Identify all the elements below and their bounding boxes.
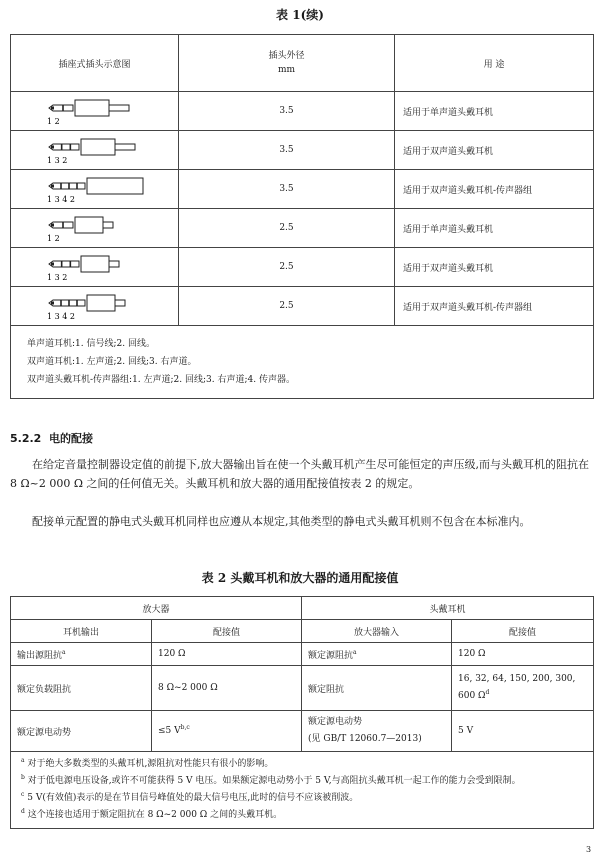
plug-usage-cell: 适用于双声道头戴耳机	[395, 248, 594, 287]
cell-rated-impedance: 额定阻抗	[302, 666, 452, 711]
footnote-b: $^b$ 对于低电源电压设备,或许不可能获得 5 V 电压。如果额定源电动势小于 5 V,与高阻抗头戴耳机一起工作的能力会受到限制。	[21, 774, 521, 786]
plug-diagram-cell	[11, 248, 179, 287]
plug-diagram-icon	[35, 212, 155, 244]
plug-pin-labels: 1 3 2	[46, 156, 67, 165]
matching-table	[10, 596, 594, 829]
plug-diagram-cell	[11, 92, 179, 131]
footnote-c: $^c$ 5 V(有效值)表示的是在节目信号峰值处的最大信号电压,此时的信号不应该被削波。	[21, 791, 359, 803]
col-input: 放大器输入	[302, 620, 452, 643]
plug-pin-labels: 1 2	[46, 117, 60, 126]
group-amplifier: 放大器	[11, 597, 302, 620]
plug-diagram-cell	[11, 131, 179, 170]
note-stereo: 双声道耳机:1. 左声道;2. 回线;3. 右声道。	[27, 357, 197, 367]
cell-output-impedance-value: 120 Ω	[152, 643, 302, 666]
plug-diameter-cell: 2.5	[179, 287, 395, 326]
table1-notes	[11, 326, 594, 399]
plug-diagram-icon	[35, 251, 155, 283]
plug-pin-labels: 1 3 4 2	[46, 195, 75, 204]
plug-diagram-cell	[11, 287, 179, 326]
plug-usage-cell: 适用于单声道头戴耳机	[395, 92, 594, 131]
col-output: 耳机输出	[11, 620, 152, 643]
table1-title: 表 1(续)	[276, 8, 324, 22]
cell-output-impedance: 输出源阻抗$^a$	[11, 643, 152, 666]
table2-title: 表 2 头戴耳机和放大器的通用配接值	[201, 571, 399, 585]
plug-pin-labels: 1 3 4 2	[46, 312, 75, 321]
cell-rated-source-emf: 额定源电动势	[11, 711, 152, 752]
col-value-phone: 配接值	[452, 620, 594, 643]
footnote-a: $^a$ 对于绝大多数类型的头戴耳机,源阻抗对性能只有很小的影响。	[21, 757, 274, 769]
header-diameter-label: 插头外径	[268, 51, 305, 61]
plug-usage-cell: 适用于双声道头戴耳机-传声器组	[395, 287, 594, 326]
plug-diameter-cell: 2.5	[179, 248, 395, 287]
paragraph-2: 配接单元配置的静电式头戴耳机同样也应遵从本规定,其他类型的静电式头戴耳机则不包含在本标准内。	[32, 515, 531, 528]
plug-diameter-cell: 3.5	[179, 170, 395, 209]
section-heading	[10, 430, 93, 446]
note-headset: 双声道头戴耳机-传声器组:1. 左声道;2. 回线;3. 右声道;4. 传声器。	[27, 375, 295, 385]
plug-usage-cell: 适用于双声道头戴耳机	[395, 131, 594, 170]
plug-diagram-icon	[35, 95, 155, 127]
plug-pin-labels: 1 2	[46, 234, 60, 243]
header-diagram: 插座式插头示意图	[11, 35, 179, 92]
cell-rated-source-impedance-value: 120 Ω	[452, 643, 594, 666]
note-mono: 单声道耳机:1. 信号线;2. 回线。	[27, 339, 155, 349]
cell-rated-load-impedance-value: 8 Ω~2 000 Ω	[152, 666, 302, 711]
plug-diagram-cell	[11, 209, 179, 248]
group-headphone: 头戴耳机	[302, 597, 594, 620]
plug-diameter-cell: 3.5	[179, 92, 395, 131]
page-number: 3	[586, 845, 592, 854]
plug-diagram-cell	[11, 170, 179, 209]
footnote-d: $^d$ 这个连接也适用于额定阻抗在 8 Ω~2 000 Ω 之间的头戴耳机。	[21, 808, 283, 820]
plug-diagram-icon	[35, 290, 155, 322]
cell-rated-source-emf-input: 额定源电动势 (见 GB/T 12060.7—2013)	[302, 711, 452, 752]
cell-rated-source-impedance: 额定源阻抗$^a$	[302, 643, 452, 666]
paragraph-1: 在给定音量控制器设定值的前提下,放大器输出旨在使一个头戴耳机产生尽可能恒定的声压级,而与头戴耳机的阻抗在 8 Ω~2 000 Ω 之间的任何值无关。头戴耳机和放大器的通用配接值按表 2 的规定。	[10, 458, 589, 490]
plug-diagram-icon	[35, 134, 155, 166]
cell-rated-impedance-value: 16, 32, 64, 150, 200, 300, 600 $\Omega^d$	[452, 666, 594, 711]
col-value-amp: 配接值	[152, 620, 302, 643]
plug-pin-labels: 1 3 2	[46, 273, 67, 282]
header-diameter	[179, 35, 395, 92]
plug-usage-cell: 适用于单声道头戴耳机	[395, 209, 594, 248]
plug-table	[10, 34, 594, 399]
section-number: 5.2.2	[10, 432, 42, 445]
plug-diameter-cell: 3.5	[179, 131, 395, 170]
plug-diagram-icon	[35, 173, 155, 205]
cell-rated-source-emf-value: ≤5 V$^{b,c}$	[152, 711, 302, 752]
header-usage: 用 途	[395, 35, 594, 92]
cell-rated-source-emf-input-value: 5 V	[452, 711, 594, 752]
plug-usage-cell: 适用于双声道头戴耳机-传声器组	[395, 170, 594, 209]
section-title: 电的配接	[49, 432, 93, 445]
cell-rated-load-impedance: 额定负载阻抗	[11, 666, 152, 711]
header-diameter-unit: mm	[277, 65, 296, 75]
table2-footnotes	[11, 752, 594, 829]
plug-diameter-cell: 2.5	[179, 209, 395, 248]
